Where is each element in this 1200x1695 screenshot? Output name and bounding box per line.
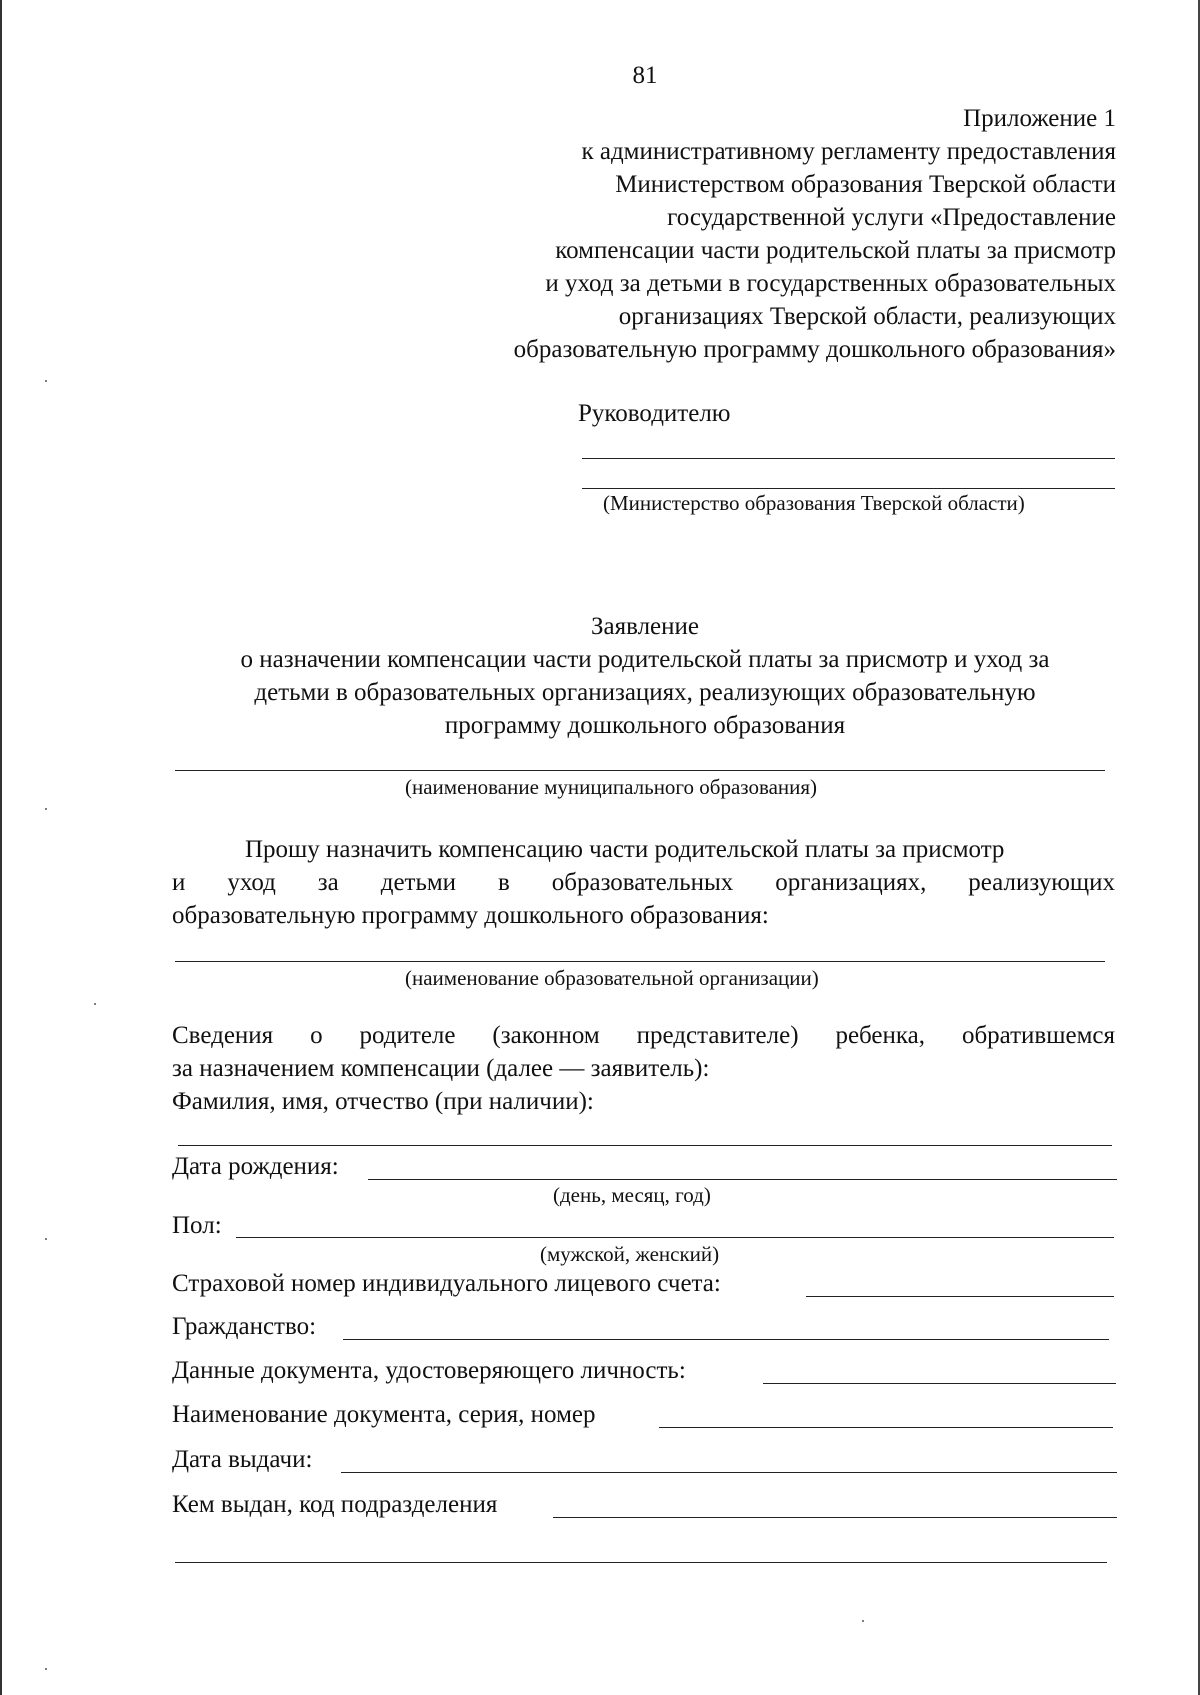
appendix-line: Приложение 1 (963, 105, 1116, 132)
document-name-line[interactable] (659, 1427, 1113, 1428)
organization-caption: (наименование образовательной организации) (405, 966, 819, 990)
fio-line[interactable] (178, 1145, 1112, 1146)
citizenship-line[interactable] (343, 1339, 1109, 1340)
page-number: 81 (632, 62, 658, 89)
issued-by-label: Кем выдан, код подразделения (172, 1491, 498, 1518)
scan-speck (862, 1620, 864, 1622)
scan-speck (94, 1003, 96, 1005)
id-document-label: Данные документа, удостоверяющего личность: (172, 1357, 686, 1384)
addressee-label: Руководителю (578, 400, 731, 427)
addressee-line-1[interactable] (582, 458, 1115, 459)
request-line-1: Прошу назначить компенсацию части родительской платы за присмотр (245, 836, 1005, 863)
municipality-line[interactable] (175, 770, 1105, 771)
scan-speck (45, 1668, 47, 1670)
issue-date-label: Дата выдачи: (172, 1446, 313, 1473)
applicant-intro-line-1: Сведения о родителе (законном представителе) ребенка, обратившемся (172, 1022, 1115, 1049)
document-title-line: программу дошкольного образования (444, 712, 846, 739)
appendix-line: образовательную программу дошкольного образования» (513, 336, 1116, 363)
organization-line[interactable] (175, 961, 1105, 962)
sex-line[interactable] (236, 1237, 1114, 1238)
appendix-line: и уход за детьми в государственных образовательных (545, 270, 1116, 297)
municipality-caption: (наименование муниципального образования) (405, 775, 818, 799)
scan-left-edge (0, 0, 2, 1695)
fio-label: Фамилия, имя, отчество (при наличии): (172, 1088, 594, 1115)
sex-label: Пол: (172, 1212, 222, 1239)
addressee-caption: (Министерство образования Тверской области) (603, 491, 1025, 515)
appendix-line: Министерством образования Тверской области (615, 171, 1116, 198)
birth-date-line[interactable] (368, 1179, 1117, 1180)
scan-speck (45, 1238, 47, 1240)
birth-date-caption: (день, месяц, год) (553, 1183, 711, 1207)
snils-line[interactable] (806, 1296, 1114, 1297)
appendix-line: компенсации части родительской платы за присмотр (555, 237, 1116, 264)
scan-speck (45, 380, 47, 382)
applicant-intro-line-2: за назначением компенсации (далее — заявитель): (172, 1055, 710, 1082)
issued-by-line-2[interactable] (175, 1562, 1107, 1563)
addressee-line-2[interactable] (582, 488, 1115, 489)
appendix-line: организациях Тверской области, реализующих (618, 303, 1116, 330)
birth-date-label: Дата рождения: (172, 1153, 339, 1180)
document-name-label: Наименование документа, серия, номер (172, 1401, 596, 1428)
appendix-line: государственной услуги «Предоставление (667, 204, 1116, 231)
scan-speck (45, 808, 47, 810)
document-title-line: детьми в образовательных организациях, реализующих образовательную (254, 679, 1036, 706)
citizenship-label: Гражданство: (172, 1313, 317, 1340)
issue-date-line[interactable] (341, 1472, 1117, 1473)
document-title-line: о назначении компенсации части родительской платы за присмотр и уход за (240, 646, 1050, 673)
document-heading: Заявление (590, 613, 700, 640)
id-document-line[interactable] (763, 1383, 1116, 1384)
request-line-2: и уход за детьми в образовательных организациях, реализующих (172, 869, 1115, 896)
sex-caption: (мужской, женский) (540, 1242, 720, 1266)
appendix-line: к административному регламенту предоставления (581, 138, 1116, 165)
issued-by-line[interactable] (553, 1517, 1117, 1518)
request-line-3: образовательную программу дошкольного образования: (172, 902, 769, 929)
snils-label: Страховой номер индивидуального лицевого счета: (172, 1270, 721, 1297)
